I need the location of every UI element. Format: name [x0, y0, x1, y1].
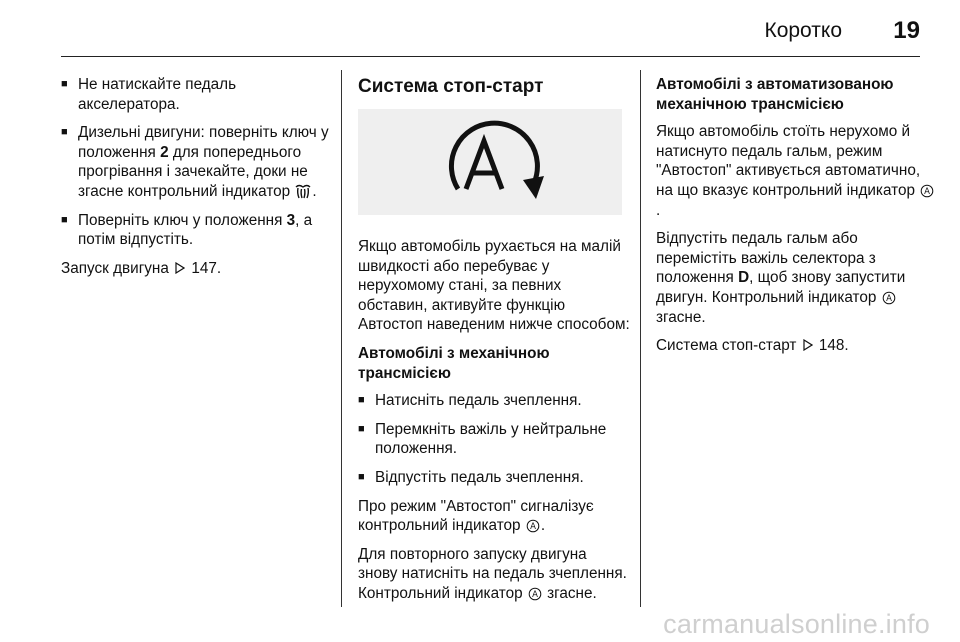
- reference-arrow-icon: [175, 262, 185, 274]
- autostop-indicator-icon: [526, 519, 540, 533]
- bullet-text: Поверніть ключ у положення: [78, 211, 287, 229]
- paragraph-text: Відпустіть педаль гальм або перемістіть важіль селектора з положення: [656, 230, 876, 287]
- indicator-letter: A: [531, 590, 538, 601]
- glow-plug-icon: [295, 183, 311, 199]
- list-item: [358, 420, 630, 459]
- bullet-icon: ■: [358, 422, 365, 435]
- list-item: [61, 211, 331, 250]
- paragraph-text: Якщо автомобіль стоїть нерухомо й натиснуто педаль гальм, режим "Автостоп" активується автоматично, на що вказує контрольний індикатор: [656, 123, 921, 199]
- bullet-icon: ■: [358, 470, 365, 483]
- cross-reference[interactable]: [61, 259, 331, 279]
- page-header: [0, 0, 960, 58]
- bullet-text: .: [312, 182, 317, 200]
- list-item: [61, 123, 331, 201]
- cross-reference[interactable]: [656, 336, 938, 356]
- paragraph-text: .: [656, 201, 661, 219]
- bullet-icon: ■: [61, 78, 68, 90]
- paragraph-text: , щоб знову запустити двигун. Контрольний індикатор: [656, 269, 906, 306]
- bullet-icon: ■: [61, 126, 68, 139]
- bullet-text: Натисніть педаль зчеплення.: [375, 392, 582, 410]
- paragraph-text: .: [540, 517, 546, 535]
- reference-text: Запуск двигуна: [61, 259, 174, 277]
- list-item: [61, 75, 331, 114]
- autostop-indicator-icon: [528, 587, 542, 601]
- list-item: [358, 468, 630, 488]
- manual-transmission-heading: Автомобілі з механічною трансмісією: [358, 344, 550, 382]
- list-item: [358, 391, 630, 411]
- reference-text: Система стоп-старт: [656, 337, 801, 355]
- bullet-text: Перемкніть важіль у нейтральне положення.: [375, 420, 607, 458]
- indicator-letter: A: [529, 522, 536, 533]
- column-divider-1: [341, 70, 342, 607]
- gear-position: D: [738, 269, 750, 287]
- key-position: 2: [160, 143, 169, 161]
- key-position: 3: [286, 211, 296, 229]
- indicator-letter: A: [924, 187, 931, 198]
- automated-transmission-heading: Автомобілі з автоматизованою механічною трансмісією: [656, 76, 894, 113]
- reference-page: 148.: [818, 337, 849, 355]
- section-title: Система стоп-старт: [358, 76, 544, 97]
- bullet-icon: ■: [358, 394, 365, 407]
- paragraph-text: згасне.: [542, 584, 597, 602]
- restart-paragraph: [358, 545, 630, 604]
- indicator-letter: A: [885, 294, 892, 305]
- column-divider-2: [640, 70, 641, 607]
- paragraph-text: Для повторного запуску двигуна знову натисніть на педаль зчеплення. Контрольний індикатор: [358, 545, 627, 602]
- autostop-figure: [358, 109, 622, 215]
- bullet-text: Дизельні двигуни: поверніть ключ у положення: [78, 124, 329, 161]
- autostop-paragraph: [358, 497, 630, 536]
- paragraph-text: згасне.: [656, 308, 706, 326]
- restart-auto-paragraph: [656, 229, 938, 327]
- column-2: [358, 75, 630, 613]
- column-3: [656, 75, 938, 365]
- bullet-icon: ■: [61, 213, 68, 226]
- autostop-a-icon: [358, 109, 622, 215]
- paragraph-text: Про режим "Автостоп" сигналізує контрольний індикатор: [358, 497, 594, 535]
- page-number: 19: [893, 17, 920, 44]
- bullet-text: Не натискайте педаль акселератора.: [78, 76, 237, 113]
- bullet-text: , а потім відпустіть.: [78, 211, 313, 249]
- column-1: [61, 75, 331, 287]
- watermark: carmanualsonline.info: [663, 609, 930, 639]
- reference-arrow-icon: [803, 339, 813, 351]
- page-title: Коротко: [764, 19, 842, 42]
- header-rule: [61, 56, 920, 57]
- bullet-text: Відпустіть педаль зчеплення.: [375, 468, 584, 486]
- reference-page: 147.: [191, 259, 222, 277]
- autostop-auto-paragraph: [656, 122, 938, 220]
- bullet-text: для попереднього прогрівання і зачекайте, доки не згасне контрольний індикатор: [78, 143, 308, 200]
- autostop-indicator-icon: [920, 184, 934, 198]
- intro-paragraph: Якщо автомобіль рухається на малій швидкості або перебуває у нерухомому стані, за певних обставин, активуйте функцію Автостоп наведеним нижче способом:: [358, 238, 630, 334]
- autostop-indicator-icon: [882, 291, 896, 305]
